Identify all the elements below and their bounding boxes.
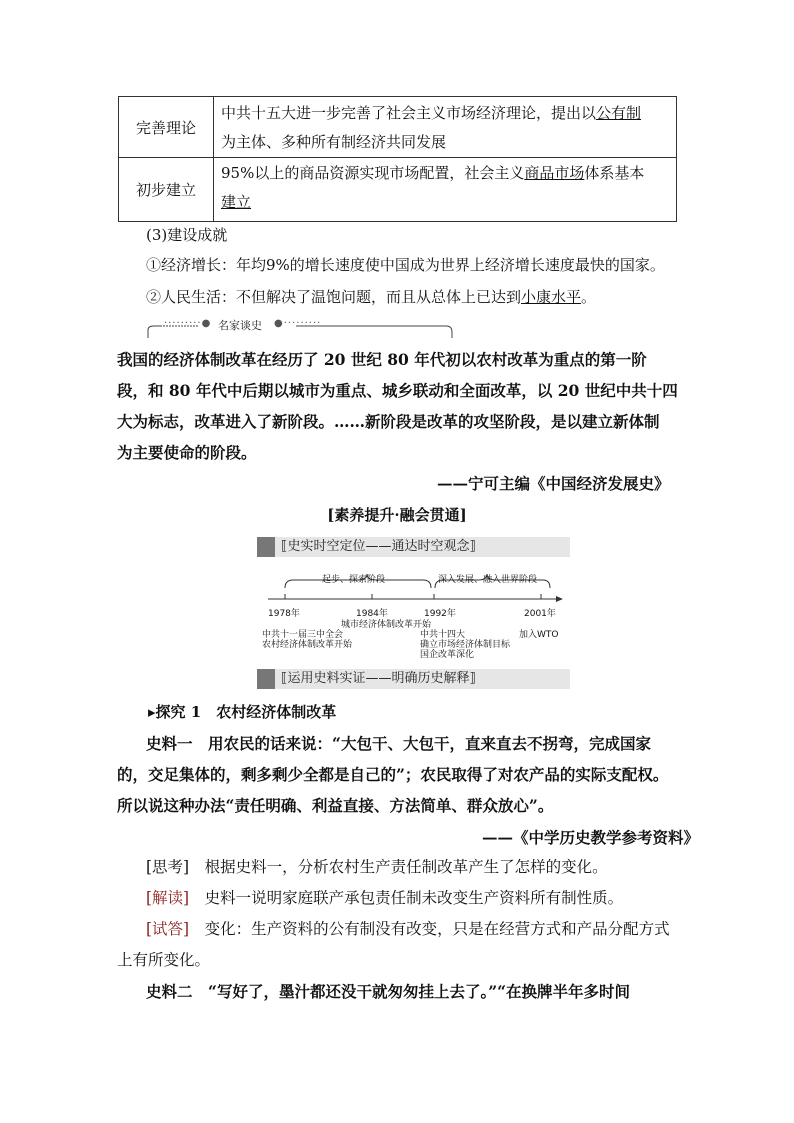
source-label: 史料一 [146,734,193,753]
underlined-term: 小康水平 [521,288,582,306]
item-text: 不但解决了温饱问题，而且从总体上已达到 [236,288,522,306]
read-line [146,883,623,914]
source-one [117,728,668,821]
source-two [146,976,630,1007]
read-text: 史料一说明家庭联产承包责任制未改变生产资料所有制性质。 [204,889,624,907]
achievement-item [146,282,596,312]
phase-1-label: 起步、探索阶段 [322,575,386,585]
dots-left: ·········● [164,318,212,329]
banner-text: ⟦史实时空定位——通达时空观念⟧ [281,539,476,554]
banner-text: ⟦运用史料实证——明确历史解释⟧ [281,671,476,686]
table-row [119,157,676,221]
think-text: 根据史料一，分析农村生产责任制改革产生了怎样的变化。 [204,858,608,876]
event-2001: 加入WTO [519,630,559,640]
achievement-item [146,250,665,280]
inquiry-title: ▸探究 1 农村经济体制改革 [148,703,337,721]
row-label: 完善理论 [119,97,214,157]
banner-evidence [257,669,570,689]
cell-text: 体系基本 [584,164,645,182]
event-1978: 农村经济体制改革开始 [262,640,353,650]
source-one-citation: ——《中学历史教学参考资料》 [482,828,700,847]
event-1992: 确立市场经济体制目标 [420,640,511,650]
expert-label: 名家谈史 [218,319,262,332]
item-text: 。 [581,288,597,306]
think-line [146,852,608,883]
table-row [119,97,676,158]
banner-marker [257,537,275,557]
read-tag: [解读] [146,889,190,907]
think-tag: [思考] [146,858,190,876]
event-1978: 中共十一届三中全会 [262,630,344,640]
reform-table [118,96,677,222]
banner-time-space [257,537,570,557]
year-label: 1984年 [356,609,388,619]
phase-2-label: 深入发展、融入世界阶段 [438,575,538,585]
paragraph-line: “写好了，墨汁都还没干就匆匆挂上去了。”“在换牌半年多时间 [208,982,631,1001]
paragraph-line: 用农民的话来说：“大包干、大包干，直来直去不拐弯，完成国家 [208,734,651,753]
underlined-term: 商品市场 [524,164,585,182]
year-label: 1992年 [424,609,456,619]
banner-marker [257,669,275,689]
paragraph-line: 段，和 80 年代中后期以城市为重点、城乡联动和全面改革，以 20 世纪中共十四 [117,381,678,400]
section-title: [素养提升·融会贯通] [327,506,467,524]
dots-right: ●········· [274,318,322,329]
underlined-term: 公有制 [596,104,642,122]
year-label: 1978年 [268,609,300,619]
event-1992: 国企改革深化 [420,650,475,660]
answer-tag: [试答] [146,920,190,938]
expert-paragraph [117,344,678,468]
answer-block [117,914,670,976]
item-text: 年均9%的增长速度使中国成为世界上经济增长速度最快的国家。 [236,256,665,274]
banner-label: 史实时空定位——通达时空观念 [287,539,470,554]
cell-text: 中共十五大进一步完善了社会主义市场经济理论，提出以 [221,104,597,122]
answer-text: 变化：生产资料的公有制没有改变，只是在经营方式和产品分配方式 [204,920,670,938]
answer-text: 上有所变化。 [117,951,211,969]
achievements-heading: (3)建设成就 [146,226,228,244]
event-1992: 中共十四大 [420,630,466,640]
item-label: ①经济增长： [146,256,237,274]
cell-text: 95%以上的商品资源实现市场配置，社会主义 [221,164,525,182]
banner-label: 运用史料实证——明确历史解释 [287,671,470,686]
paragraph-line: 为主要使命的阶段。 [117,443,257,462]
row-label: 初步建立 [119,157,214,221]
paragraph-line: 所以说这种办法“责任明确、利益直接、方法简单、群众放心”。 [117,796,554,815]
event-1984: 城市经济体制改革开始 [341,620,432,630]
paragraph-line: 的，交足集体的，剩多剩少全都是自己的”；农民取得了对农产品的实际支配权。 [117,765,669,784]
cell-text: 为主体、多种所有制经济共同发展 [221,133,447,151]
row-content [221,99,672,157]
source-label: 史料二 [146,982,193,1001]
paragraph-line: 我国的经济体制改革在经历了 20 世纪 80 年代初以农村改革为重点的第一阶 [117,350,647,369]
expert-source: ——宁可主编《中国经济发展史》 [437,474,670,493]
item-label: ②人民生活： [146,288,237,306]
row-content [221,159,672,217]
year-label: 2001年 [524,609,556,619]
cell-text: 建立 [221,193,252,211]
paragraph-line: 大为标志，改革进入了新阶段。……新阶段是改革的攻坚阶段，是以建立新体制 [117,412,660,431]
